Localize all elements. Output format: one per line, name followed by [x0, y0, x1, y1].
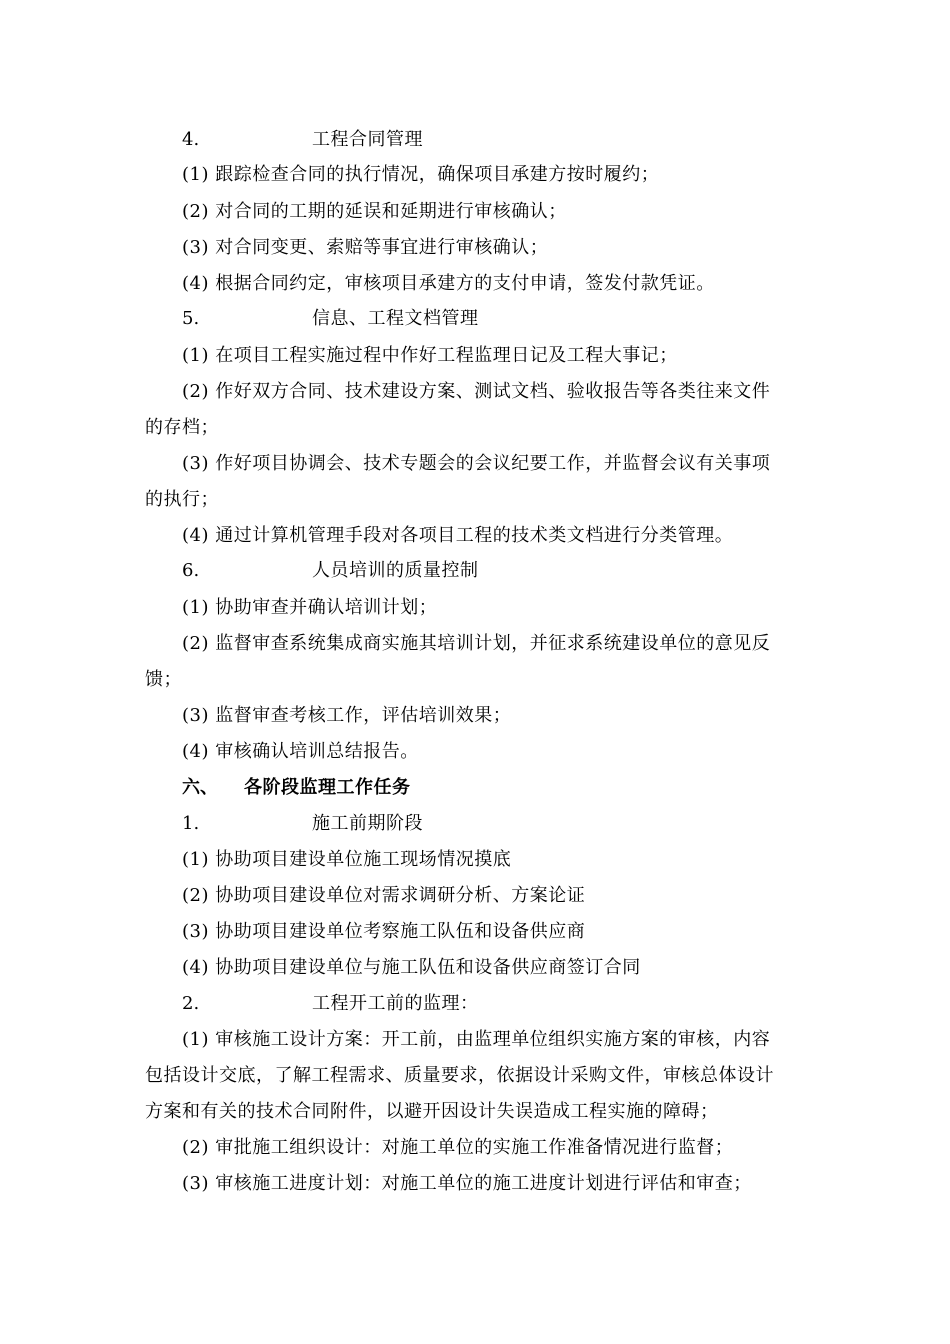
section-number: 1.	[182, 813, 200, 834]
body-line: (3) 审核施工进度计划：对施工单位的施工进度计划进行评估和审查；	[182, 1173, 752, 1194]
section-title: 施工前期阶段	[312, 813, 423, 834]
section-title: 人员培训的质量控制	[312, 560, 479, 581]
body-line: 的存档；	[145, 417, 219, 438]
body-line: (2) 监督审查系统集成商实施其培训计划，并征求系统建设单位的意见反	[182, 633, 771, 654]
body-line: (3) 协助项目建设单位考察施工队伍和设备供应商	[182, 921, 586, 942]
body-line: (1) 审核施工设计方案：开工前，由监理单位组织实施方案的审核，内容	[182, 1029, 771, 1050]
body-line: 的执行；	[145, 489, 219, 510]
chapter-title: 各阶段监理工作任务	[244, 777, 411, 798]
section-title: 信息、工程文档管理	[312, 308, 479, 329]
body-line: 馈；	[145, 669, 182, 690]
body-line: (2) 协助项目建设单位对需求调研分析、方案论证	[182, 885, 586, 906]
body-line: (4) 协助项目建设单位与施工队伍和设备供应商签订合同	[182, 957, 641, 978]
section-title: 工程合同管理	[312, 129, 423, 150]
section-title: 工程开工前的监理：	[312, 993, 479, 1014]
body-line: (2) 审批施工组织设计：对施工单位的实施工作准备情况进行监督；	[182, 1137, 734, 1158]
body-line: 方案和有关的技术合同附件，以避开因设计失误造成工程实施的障碍；	[145, 1101, 719, 1122]
body-line: (1) 跟踪检查合同的执行情况，确保项目承建方按时履约；	[182, 164, 660, 185]
body-line: (3) 作好项目协调会、技术专题会的会议纪要工作，并监督会议有关事项	[182, 453, 771, 474]
body-line: (1) 协助审查并确认培训计划；	[182, 597, 438, 618]
section-number: 5.	[182, 308, 200, 329]
section-number: 2.	[182, 993, 200, 1014]
body-line: (3) 监督审查考核工作，评估培训效果；	[182, 705, 512, 726]
body-line: (4) 审核确认培训总结报告。	[182, 741, 419, 762]
body-line: (2) 对合同的工期的延误和延期进行审核确认；	[182, 201, 567, 222]
body-line: (2) 作好双方合同、技术建设方案、测试文档、验收报告等各类往来文件	[182, 381, 771, 402]
body-line: (1) 协助项目建设单位施工现场情况摸底	[182, 849, 512, 870]
body-line: (1) 在项目工程实施过程中作好工程监理日记及工程大事记；	[182, 345, 678, 366]
section-number: 6.	[182, 560, 200, 581]
body-line: (4) 根据合同约定，审核项目承建方的支付申请，签发付款凭证。	[182, 273, 715, 294]
body-line: (4) 通过计算机管理手段对各项目工程的技术类文档进行分类管理。	[182, 525, 734, 546]
section-number: 4.	[182, 129, 200, 150]
chapter-number: 六、	[182, 777, 218, 798]
body-line: 包括设计交底，了解工程需求、质量要求，依据设计采购文件，审核总体设计	[145, 1065, 774, 1086]
body-line: (3) 对合同变更、索赔等事宜进行审核确认；	[182, 237, 549, 258]
